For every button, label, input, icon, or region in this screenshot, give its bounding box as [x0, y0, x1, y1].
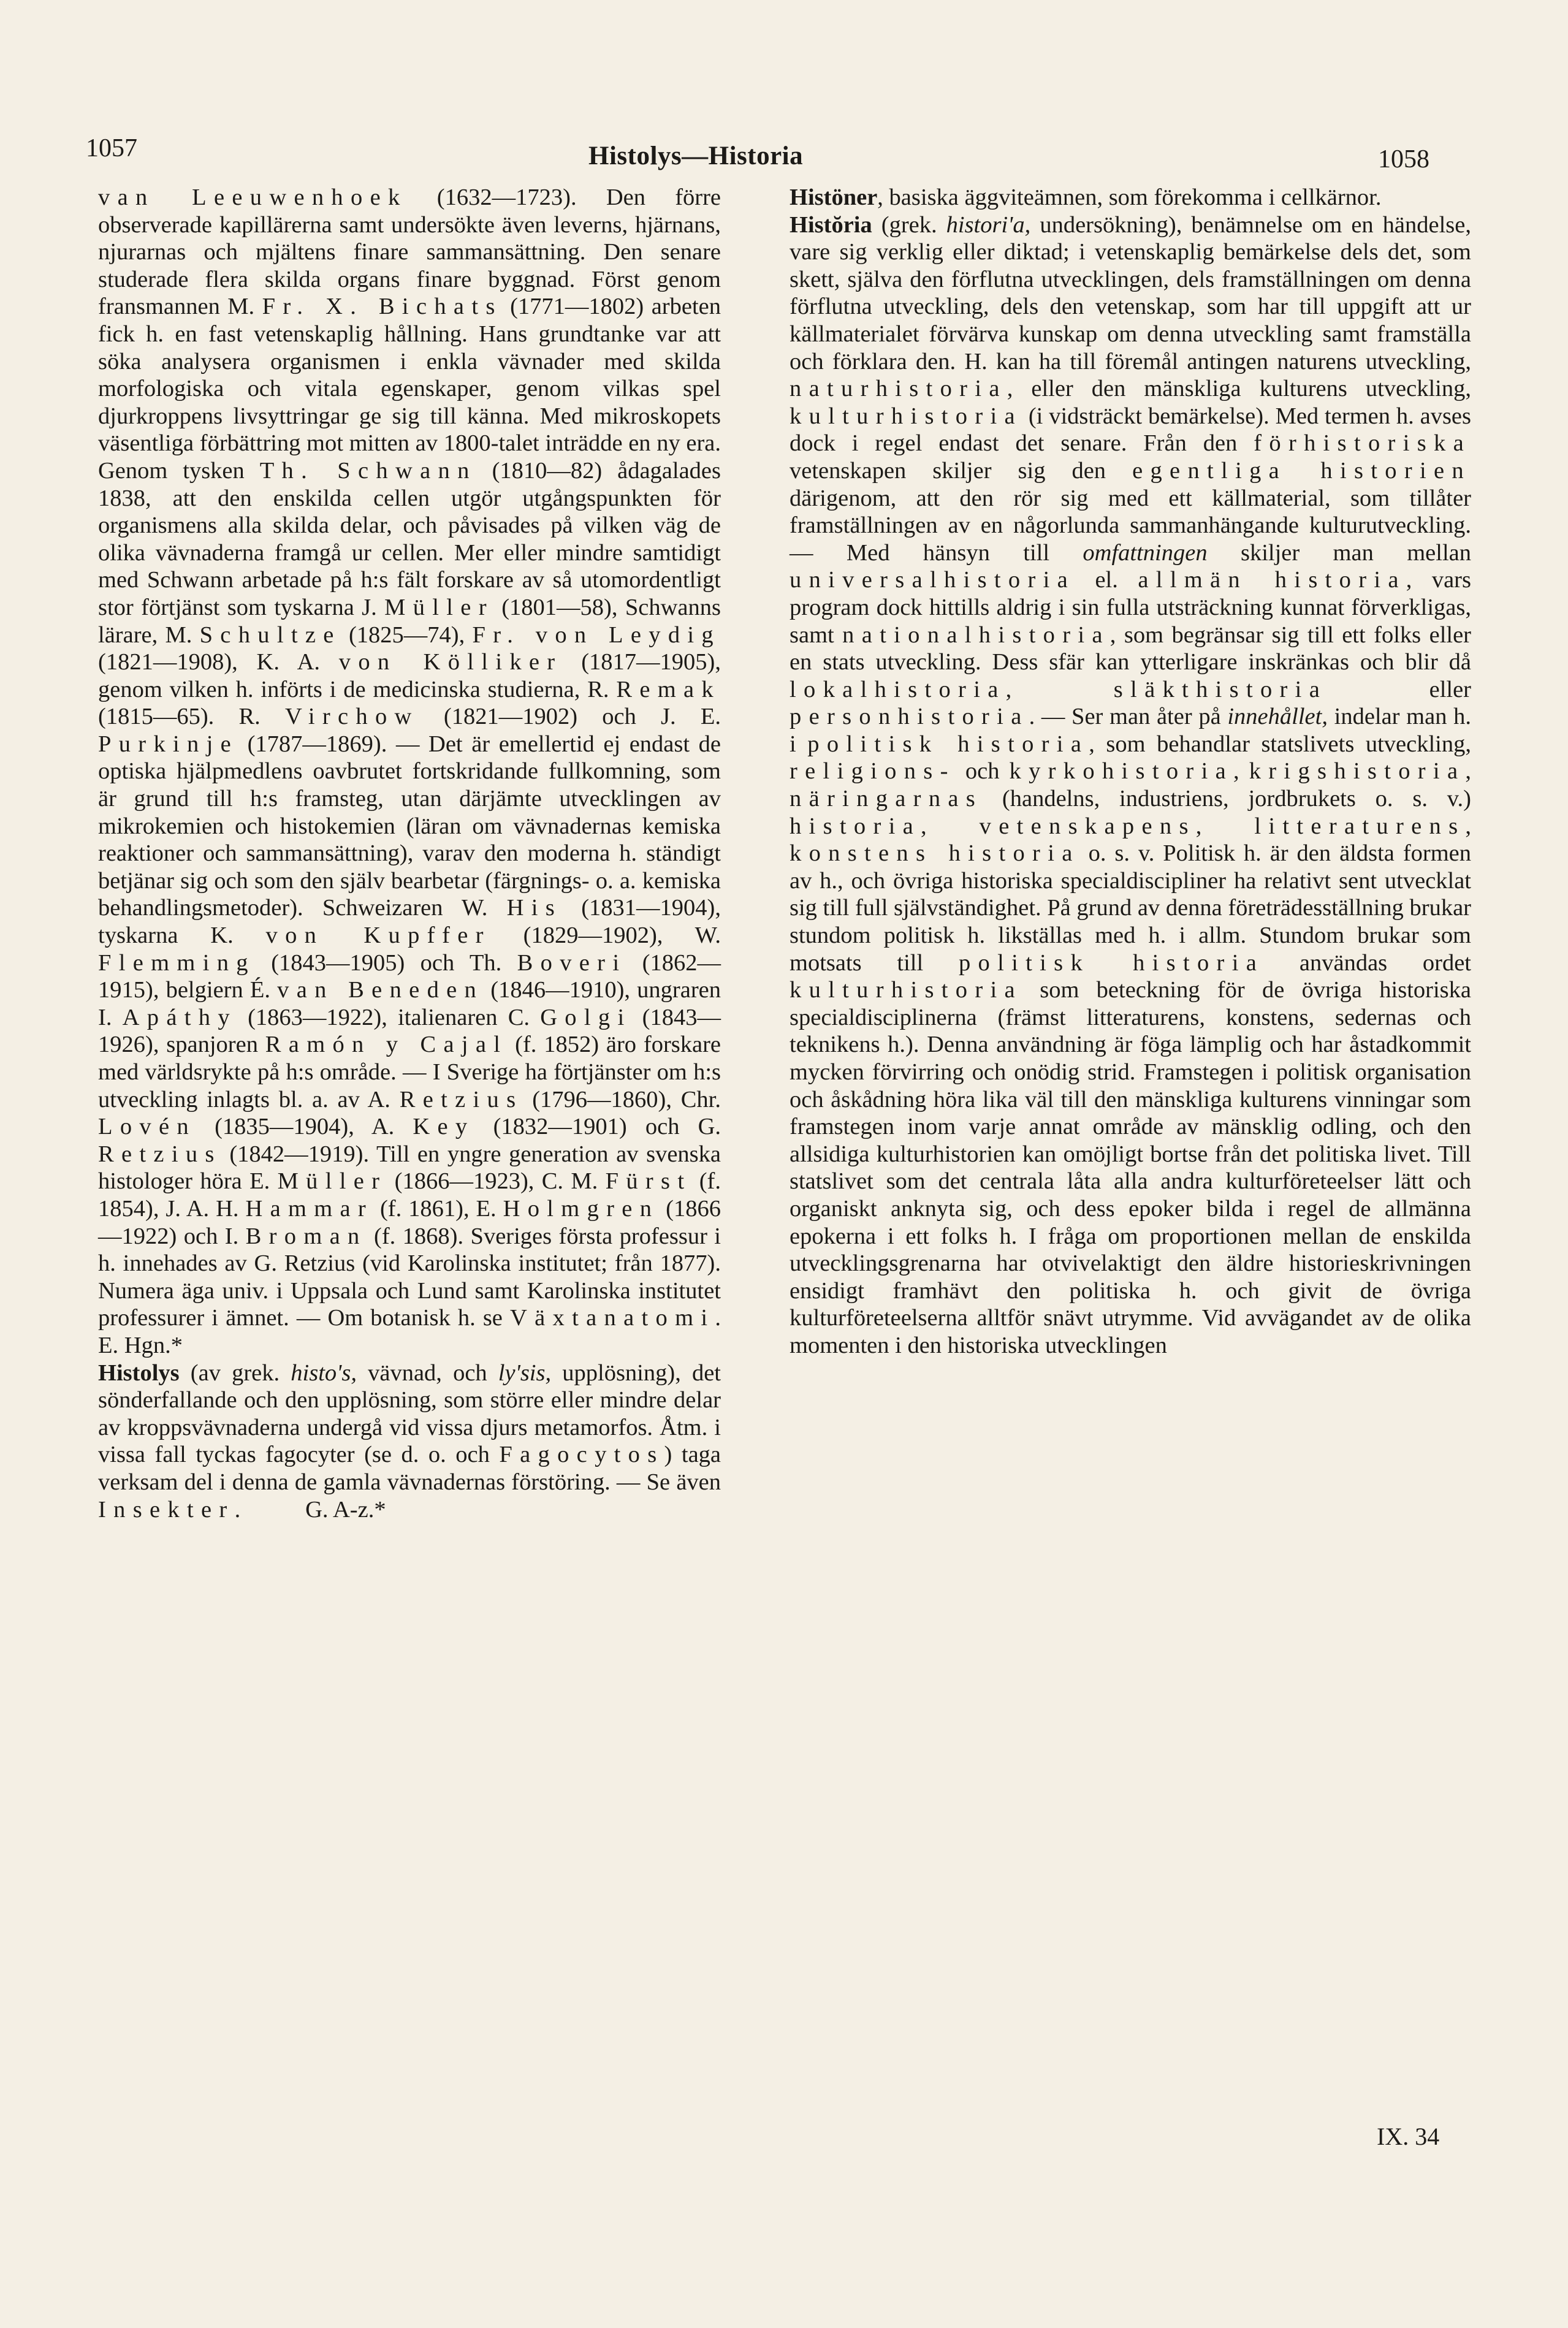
text: o. s. v. Politisk h. är den äldsta formen av h., och övriga historiska specialdiscipliner ha relativt sent utvecklat sig till full självständighet. På grund av denna företrädesställning brukar stundom politisk h. likställas med h. i allm. Stundom brukar som motsats till	[790, 840, 1472, 976]
entry-histologi-continued	[98, 184, 721, 1360]
etymology-term: histori'a,	[946, 211, 1031, 238]
text: användas ordet	[1264, 949, 1471, 976]
term: nationalhistoria	[842, 622, 1110, 648]
text: . — Ser man åter på	[1029, 704, 1228, 730]
term: vetenskapens	[979, 813, 1196, 839]
headword: Histöner	[790, 184, 878, 210]
text: (1810—82) ådagalades 1838, att den enskilda cellen utgör utgångspunkten för organismens alla skilda delar, och påvisades på vilken väg de olika vävnaderna framgå ur cellen. Mer eller mindre samtidigt med Schwann arbetade på h:s fält forskare av så utomordentligt stor förtjänst som tyskarna J.	[98, 457, 721, 620]
term: kulturhistoria	[790, 403, 1022, 429]
name-bichat: Fr. X. Bichats	[262, 294, 503, 320]
text: (1835—1904), A.	[196, 1114, 413, 1140]
text: (1815—65). R.	[98, 704, 286, 730]
name-schultze: Schultze	[199, 622, 341, 648]
text: ,	[921, 813, 980, 839]
text: ,	[1195, 813, 1255, 839]
term: religions-	[790, 758, 956, 785]
text: eller	[1327, 676, 1471, 702]
text: (f. 1861), E.	[373, 1195, 503, 1222]
text: (av grek.	[179, 1360, 291, 1386]
page-header	[0, 134, 1568, 177]
name-beneden: van Beneden	[277, 977, 484, 1003]
term: näringarnas	[790, 786, 983, 812]
name-holmgren: Holmgren	[503, 1195, 660, 1222]
term: politisk historia	[958, 949, 1265, 976]
text: ,	[1465, 813, 1471, 839]
etymology-term: ly'sis,	[498, 1360, 552, 1386]
name-schwann: Th. Schwann	[259, 457, 477, 484]
name-hammar: Hammar	[245, 1195, 374, 1222]
text: , som behandlar statslivets utveckling,	[1089, 731, 1471, 757]
name-cajal: Ramón y Cajal	[265, 1032, 508, 1058]
name-golgi: Golgi	[540, 1004, 632, 1030]
headword: Histŏria	[790, 211, 872, 238]
name-loven: Lovén	[98, 1114, 196, 1140]
name-his: His	[506, 895, 563, 921]
text: , vars program dock hittills aldrig i sin fulla utsträckning kunnat förverkligas, samt	[790, 567, 1471, 648]
right-column	[790, 184, 1471, 1360]
term: släkthistoria	[1113, 676, 1328, 702]
term: naturhistoria	[790, 376, 1007, 402]
cross-reference: Fagocytos	[499, 1442, 664, 1468]
text: indelar man h. i	[790, 704, 1471, 757]
name-apathy: Apáthy	[122, 1004, 237, 1030]
text: och	[955, 758, 1010, 785]
term: kyrkohistoria	[1009, 758, 1233, 785]
name-retzius-g: Retzius	[98, 1141, 222, 1167]
entry-histoner	[790, 184, 1471, 211]
name-muller-e: Müller	[277, 1168, 387, 1195]
emphasis: omfattningen	[1083, 539, 1208, 566]
text: (1863—1922), italienaren C.	[237, 1004, 541, 1030]
text: .	[234, 1496, 241, 1523]
text: (f. 1854), J. A. H.	[98, 1168, 721, 1222]
term: förhistoriska	[1254, 430, 1471, 457]
text: (f. 1868). Sveriges första professur i h. innehades av G. Retzius (vid Karolinska institutet; från 1877). Numera äga univ. i Uppsala och Lund samt Karolinska institutet professurer i ämnet. — Om botanisk h. se	[98, 1223, 721, 1331]
name-boveri: Boveri	[517, 949, 627, 976]
text: ,	[1233, 758, 1249, 785]
text: (1829—1902), W.	[490, 922, 721, 949]
etymology-term: histo's,	[291, 1360, 357, 1386]
signature-mark: IX. 34	[1377, 2123, 1440, 2150]
text: (1843—1926), spanjoren	[98, 1004, 721, 1058]
text: (1846—1910), ungraren I.	[98, 977, 721, 1030]
text: upplösning), det sönderfallande och den upplösning, som större eller mindre delar av kroppsvävnaderna undergå vid vissa djurs metamorfos. Åtm. i vissa fall tyckas fagocyter (se d. o. och	[98, 1360, 721, 1468]
text: vetenskapen skiljer sig den	[790, 457, 1133, 484]
text: (grek.	[872, 211, 946, 238]
text: (1842—1919). Till en yngre generation av svenska histologer höra E.	[98, 1141, 721, 1195]
text: (1843—1905) och Th.	[255, 949, 517, 976]
name-purkinje: Purkinje	[98, 731, 239, 757]
text: (1821—1902) och J. E.	[419, 704, 721, 730]
term: politisk historia	[807, 731, 1089, 757]
name-remak: Remak	[616, 676, 721, 702]
cross-reference: Växtanatomi	[510, 1305, 715, 1331]
text: el.	[1075, 567, 1138, 593]
term: egentliga historien	[1132, 457, 1472, 484]
term: universalhistoria	[790, 567, 1076, 593]
text: (handelns, industriens, jordbrukets o. s. v.)	[983, 786, 1471, 812]
name-key: Key	[413, 1114, 475, 1140]
text: (1821—1908), K. A.	[98, 649, 339, 675]
name-flemming: Flemming	[98, 949, 256, 976]
text: (1796—1860), Chr.	[523, 1086, 721, 1113]
term: litteraturens	[1254, 813, 1466, 839]
term: lokalhistoria	[790, 676, 1006, 702]
text: (1862—1915), belgiern É.	[98, 949, 721, 1003]
cross-reference: Insekter	[98, 1496, 235, 1523]
text: (1866—1923), C. M.	[387, 1168, 606, 1195]
text: ,	[1005, 676, 1114, 702]
text: som beteckning för de övriga historiska specialdisciplinerna (främst litteraturens, konstens, sedernas och teknikens h.). Denna användning är föga lämplig och har åstadkommit mycken förvirring och onödig strid. Framstegen i politisk organisation och åskådning höra lika väl till den mänskliga kulturens vinningar som framstegen inom varje annat område av mänsklig odling, och den allsidiga kulturhistorien kan omöjligt bortse från det politiska livet. Till statslivet som det centrala låta alla andra kulturföreteelser lätt och organiskt anknyta sig, och dess epoker bilda i regel de allmänna epokerna i ett folks h. I fråga om proportionen mellan de enskilda utvecklingsgrenarna har otvivelaktigt den äldre historieskrivningen ensidigt framhävt den politiska h. och givit de övriga kulturföreteelserna alltför snävt utrymme. Vid avvägandet av de olika momenten i den historiska utvecklingen	[790, 977, 1471, 1358]
text: skiljer man mellan	[1207, 539, 1471, 566]
text: (1801—58), Schwanns lärare, M.	[98, 594, 721, 648]
term: personhistoria	[790, 704, 1029, 730]
text: (1832—1901) och G.	[474, 1114, 721, 1140]
name-broman: Broman	[245, 1223, 367, 1249]
text: , basiska äggviteämnen, som förekomma i cellkärnor.	[877, 184, 1382, 210]
text: . E. Hgn.*	[98, 1305, 721, 1358]
emphasis: innehållet,	[1227, 704, 1328, 730]
text: (1825—74),	[341, 622, 473, 648]
running-head: Histolys—Historia	[588, 142, 804, 170]
name-virchow: Virchow	[285, 704, 419, 730]
page-number-left: 1057	[86, 134, 137, 162]
text: (1632—1723). Den förre observerade kapillärerna samt undersökte även leverns, hjärnans, njurarnas och mjältens finare sammansättning. Den senare studerade flera skilda organs finare byggnad. Först genom fransmannen M.	[98, 184, 721, 320]
text: ) taga verksam del i denna de gamla vävnadernas förstöring. — Se även	[98, 1442, 721, 1495]
author-signature: G. A-z.*	[305, 1496, 386, 1523]
text: ,	[1465, 758, 1471, 785]
name-leydig: Fr. von Leydig	[472, 622, 721, 648]
name-leeuwenhoek: van Leeuwenhoek	[98, 184, 408, 210]
headword: Histolys	[98, 1360, 180, 1386]
text: (1817—1905), genom vilken h. införts i de medicinska studierna, R.	[98, 649, 721, 702]
name-retzius-a: Retzius	[399, 1086, 523, 1113]
term: historia	[790, 813, 921, 839]
text: (1771—1802) arbeten fick h. en fast vetenskaplig hållning. Hans grundtanke var att söka analysera organismen i enkla vävnader med skilda morfologiska och vitala egenskaper, genom vilkas spel djurkroppens livsyttringar ge sig till känna. Med mikroskopets väsentliga förbättring mot mitten av 1800-talet inträdde en ny era. Genom tysken	[98, 294, 721, 484]
term: kulturhistoria	[790, 977, 1022, 1003]
text: , eller den mänskliga kulturens utveckling,	[1007, 376, 1471, 402]
text: vävnad, och	[356, 1360, 498, 1386]
text: därigenom, att den rör sig med ett källmaterial, som tillåter framställningen av en någorlunda sammanhängande kulturutveckling. — Med hänsyn till	[790, 485, 1471, 566]
text: , som begränsar sig till ett folks eller en stats utveckling. Dess sfär kan ytterligare inskränkas och blir då	[790, 622, 1471, 675]
text: (1831—1904), tyskarna K.	[98, 895, 721, 949]
entry-histolys	[98, 1360, 721, 1524]
name-muller: Müller	[384, 594, 494, 620]
name-furst: Fürst	[605, 1168, 692, 1195]
text: (i vidsträckt bemärkelse). Med termen h. avses dock i regel endast det senare. Från den	[790, 403, 1471, 457]
name-kolliker: von Kölliker	[338, 649, 563, 675]
text: (f. 1852) äro forskare med världsrykte på h:s område. — I Sverige ha förtjänster om h:s utveckling inlagts bl. a. av A.	[98, 1032, 721, 1113]
term: krigshistoria	[1249, 758, 1466, 785]
term: konstens historia	[790, 840, 1080, 867]
entry-historia	[790, 211, 1471, 1360]
term: allmän historia	[1138, 567, 1406, 593]
text: (1866—1922) och I.	[98, 1195, 721, 1249]
text: undersökning), benämnelse om en händelse, vare sig verklig eller diktad; i vetenskaplig bemärkelse dels det, som skett, själva den förflutna utvecklingen, dels framställningen om denna förflutna utveckling, dels den vetenskap, som har till uppgift att ur källmaterialet förvärva kunskap om denna utveckling samt framställa och förklara den. H. kan ha till föremål antingen naturens utveckling,	[790, 211, 1471, 375]
text: (1787—1869). — Det är emellertid ej endast de optiska hjälpmedlens oavbrutet fortskridande fullkomning, som är grund till h:s framsteg, utan därjämte utvecklingen av mikrokemien och histokemien (läran om vävnadernas kemiska reaktioner och sammansättning), varav den moderna h. ständigt betjänar sig och som den själv bearbetar (färgnings- o. a. kemiska behandlingsmetoder). Schweizaren W.	[98, 731, 721, 921]
name-kupffer: von Kupffer	[265, 922, 491, 949]
page-number-right: 1058	[1378, 145, 1429, 173]
left-column	[98, 184, 721, 1523]
